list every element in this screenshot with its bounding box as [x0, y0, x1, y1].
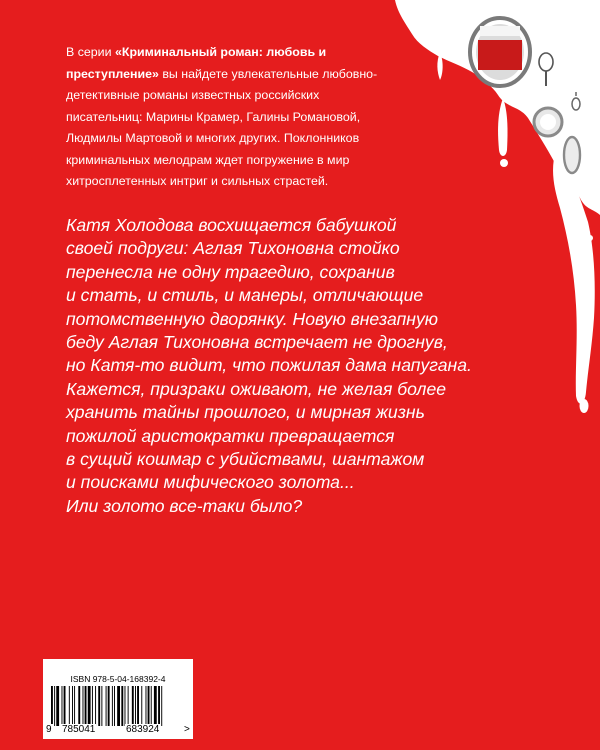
- barcode-bar: [108, 686, 110, 726]
- barcode-digits-left: 785041: [62, 724, 96, 735]
- barcode-bar: [141, 686, 142, 726]
- series-name: «Криминальный роман: любовь и преступление»: [66, 45, 327, 81]
- series-description: [66, 42, 396, 193]
- annotation-line: хранить тайны прошлого, и мирная жизнь: [66, 402, 425, 423]
- barcode-bar: [83, 686, 84, 726]
- barcode-bar: [161, 686, 162, 726]
- barcode-bar: [146, 686, 147, 726]
- barcode-bar: [98, 686, 100, 726]
- round-mirror-icon: [534, 108, 562, 136]
- annotation-line: Кажется, призраки оживают, не желая более: [66, 378, 447, 399]
- annotation-line: потомственную дворянку. Новую внезапную: [66, 308, 438, 329]
- annotation-line: пожилой аристократки превращается: [66, 425, 395, 446]
- mirror-icon: [470, 18, 530, 86]
- barcode-bar: [54, 686, 55, 726]
- barcode-bar: [125, 686, 126, 726]
- barcode-digit-first: 9: [46, 724, 52, 735]
- book-annotation: [66, 214, 496, 518]
- barcode-bar: [88, 686, 91, 726]
- oval-mirror-icon: [564, 137, 580, 173]
- barcode-bar: [64, 686, 66, 726]
- barcode-bar: [158, 686, 160, 726]
- barcode-digits-right: 683924: [126, 724, 160, 735]
- isbn-label: ISBN 978-5-04-168392-4: [70, 674, 166, 684]
- series-intro: В серии: [66, 45, 115, 59]
- barcode-bar: [135, 686, 136, 726]
- barcode-bar: [51, 686, 53, 726]
- barcode-bar: [114, 686, 115, 726]
- barcode-bar: [56, 686, 59, 726]
- barcode-bar: [69, 686, 70, 726]
- barcode-bar: [148, 686, 150, 726]
- series-description-rest: вы найдете увлекательные любовно-детективные романы известных российских писательниц: Марины Крамер, Галины Романовой, Людмилы Мартовой и многих других. Поклонников криминальных мелодрам ждет погружение в мир хитросплетенных интриг и сильных страстей.: [66, 66, 378, 188]
- barcode-quiet-mark: >: [184, 724, 190, 735]
- annotation-line: в сущий кошмар с убийствами, шантажом: [66, 449, 425, 470]
- barcode-bar: [101, 686, 102, 726]
- annotation-line: но Катя-то видит, что пожилая дама напугана.: [66, 355, 472, 376]
- barcode-bar: [106, 686, 107, 726]
- barcode-bar: [95, 686, 96, 726]
- barcode-bar: [154, 686, 157, 726]
- barcode-bar: [78, 686, 80, 726]
- barcode-block: [43, 659, 193, 739]
- annotation-line: беду Аглая Тихоновна встречает не дрогнув,: [66, 332, 448, 353]
- barcode-bar: [128, 686, 129, 726]
- annotation-line: и стать, и стиль, и манеры, отличающие: [66, 285, 424, 306]
- barcode-bar: [137, 686, 139, 726]
- annotation-line: и поисками мифического золота...: [66, 472, 355, 493]
- annotation-line: Или золото все-таки было?: [66, 495, 303, 516]
- barcode-bar: [74, 686, 75, 726]
- barcode-bar: [121, 686, 123, 726]
- barcode-bar: [151, 686, 152, 726]
- annotation-line: перенесла не одну трагедию, сохранив: [66, 261, 395, 282]
- barcode-bar: [112, 686, 113, 726]
- barcode-bar: [132, 686, 134, 726]
- barcode-bar: [92, 686, 93, 726]
- barcode-bar: [85, 686, 87, 726]
- annotation-line: Катя Холодова восхищается бабушкой: [66, 215, 397, 235]
- barcode-bar: [117, 686, 120, 726]
- barcode-digits: [45, 724, 193, 738]
- annotation-line: своей подруги: Аглая Тихоновна стойко: [66, 238, 400, 259]
- barcode-bar: [62, 686, 63, 726]
- barcode-bar: [72, 686, 73, 726]
